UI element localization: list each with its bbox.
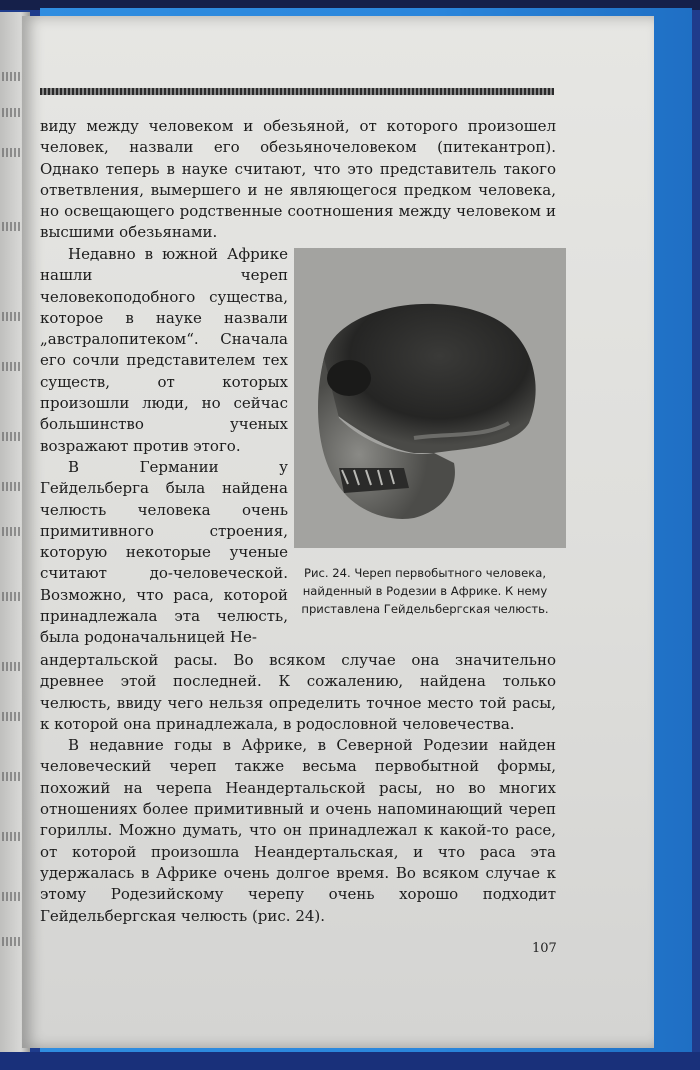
header-rule [40, 88, 554, 95]
paragraph: В Германии у Гейдельберга была найдена челюсть человека очень примитивного строения, которую некоторые ученые считают до-человеческой. Возможно, что раса, которой принадлежала эта челюсть, была родоначальницей Не- [40, 457, 288, 647]
text-block-wrapped [40, 244, 288, 649]
skull-photograph [294, 248, 566, 548]
text-block-bottom [40, 650, 556, 927]
paragraph: В недавние годы в Африке, в Северной Родезии найден человеческий череп также весьма первобытной формы, похожий на черепа Неандертальской расы, но во многих отношениях более примитивный и очень напоминающий череп гориллы. Можно думать, что он принадлежал к какой-то расе, от которой произошла Неандертальская, и что раса эта удержалась в Африке очень долгое время. Во всяком случае к этому Родезийскому черепу очень хорошо подходит Гейдельбергская челюсть (рис. 24). [40, 736, 556, 925]
background-bottom-edge [0, 1052, 700, 1070]
text-block-top [40, 116, 556, 244]
paragraph: Недавно в южной Африке нашли череп человекоподобного существа, которое в науке назвали „австралопитеком“. Сначала его сочли представителем тех существ, от которых произошли люди, но сейчас большинство ученых возражают против этого. [40, 245, 288, 455]
paragraph: виду между человеком и обезьяной, от которого произошел человек, назвали его обезьяночеловеком (питекантроп). Однако теперь в науке считают, что это представитель такого ответвления, вымершего и не являющегося предком человека, но освещающего родственные соотношения между человеком и высшими обезьянами. [40, 117, 556, 242]
figure-caption: Рис. 24. Череп первобытного человека, найденный в Родезии в Африке. К нему приставлена Гейдельбергская челюсть. [301, 566, 549, 616]
skull-image [294, 248, 566, 548]
book-page [22, 16, 654, 1048]
paragraph: андертальской расы. Во всяком случае она значительно древнее этой последней. К сожалению, найдена только челюсть, ввиду чего нельзя определить точное место той расы, к которой она принадлежала, в родословной человечества. [40, 651, 556, 733]
page-number: 107 [532, 941, 557, 956]
